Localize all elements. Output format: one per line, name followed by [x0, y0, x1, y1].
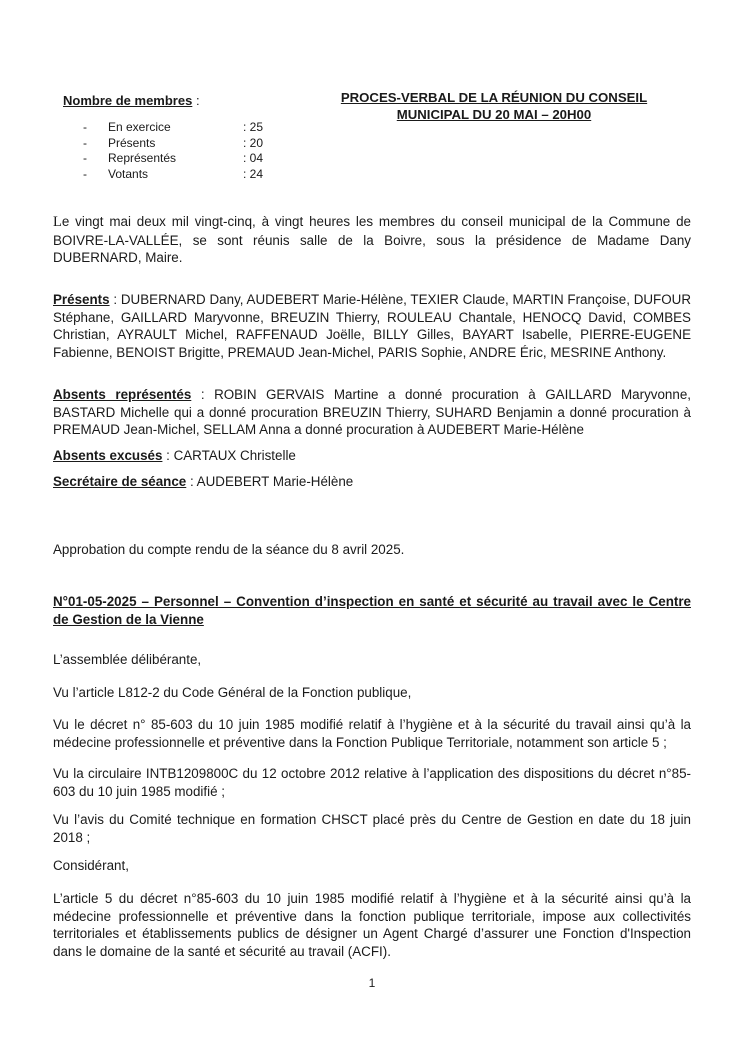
members-label: Présents — [108, 135, 156, 150]
presents-label: Présents — [53, 292, 110, 307]
document-title — [318, 89, 670, 123]
absents-representes-text: : ROBIN GERVAIS Martine a donné procuration à GAILLARD Maryvonne, BASTARD Michelle qui a donné procuration BREUZIN Thierry, SUHARD Benjamin a donné procuration à PREMAUD Jean-Michel, SELLAM Anna a donné procuration à AUDEBERT Marie-Hélène — [53, 387, 691, 437]
members-row-en-exercice — [83, 120, 263, 136]
secretaire-label: Secrétaire de séance — [53, 474, 187, 489]
presents-paragraph — [53, 291, 691, 361]
assemblee-paragraph: L’assemblée délibérante, — [53, 652, 202, 667]
members-count-title-text: Nombre de membres — [63, 93, 193, 108]
section-heading: N°01-05-2025 – Personnel – Convention d’inspection en santé et sécurité au travail avec le Centre de Gestion de la Vienne — [53, 594, 691, 627]
page-number: 1 — [368, 976, 376, 990]
absents-representes-label: Absents représentés — [53, 387, 192, 402]
secretaire-paragraph — [53, 473, 691, 491]
considerant-paragraph: Considérant, — [53, 858, 129, 873]
members-value: : 04 — [243, 151, 264, 166]
intro-first-letter: L — [53, 214, 62, 230]
vu-decret-paragraph: Vu le décret n° 85-603 du 10 juin 1985 modifié relatif à l’hygiène et à la sécurité du travail ainsi qu’à la médecine professionnelle et préventive dans la Fonction Publique Territoriale, notamment son article 5 ; — [53, 717, 691, 750]
members-count-title-colon: : — [192, 93, 200, 108]
members-count-title — [63, 93, 200, 108]
presents-text: : DUBERNARD Dany, AUDEBERT Marie-Hélène, TEXIER Claude, MARTIN Françoise, DUFOUR Stéphane, GAILLARD Maryvonne, BREUZIN Thierry, ROULEAU Chantale, HENOCQ David, COMBES Christian, AYRAULT Michel, RAFFENAUD Joëlle, BILLY Gilles, BAYART Isabelle, PIERRE-EUGENE Fabienne, BENOIST Brigitte, PREMAUD Jean-Michel, PARIS Sophie, ANDRE Éric, MESRINE Anthony. — [53, 292, 691, 360]
article5-paragraph: L’article 5 du décret n°85-603 du 10 juin 1985 modifié relatif à l’hygiène et à la sécurité ainsi qu’à la médecine professionnelle et préventive dans la fonction publique territoriale, impose aux collectivités territoriales et établissements publics de désigner un Agent Chargé d’assurer une Fonction d'Inspection dans le domaine de la santé et sécurité au travail (ACFI). — [53, 891, 691, 959]
approbation-paragraph: Approbation du compte rendu de la séance du 8 avril 2025. — [53, 542, 405, 557]
list-dash: - — [83, 120, 87, 134]
members-row-votants — [83, 167, 263, 183]
vu-circulaire-paragraph: Vu la circulaire INTB1209800C du 12 octobre 2012 relative à l’application des dispositions du décret n°85-603 du 10 juin 1985 modifié ; — [53, 766, 691, 799]
members-count-list — [83, 120, 263, 183]
vu-article-paragraph: Vu l’article L812-2 du Code Général de la Fonction publique, — [53, 685, 412, 700]
intro-paragraph — [53, 213, 691, 267]
absents-excuses-text: : CARTAUX Christelle — [162, 448, 296, 463]
document-title-line-2: MUNICIPAL DU 20 MAI – 20H00 — [396, 107, 592, 122]
list-dash: - — [83, 167, 87, 182]
members-row-presents — [83, 136, 263, 152]
list-dash: - — [83, 151, 87, 166]
members-label: En exercice — [108, 120, 171, 134]
vu-avis-paragraph: Vu l’avis du Comité technique en formation CHSCT placé près du Centre de Gestion en date du 18 juin 2018 ; — [53, 812, 691, 845]
members-value: : 20 — [243, 135, 264, 150]
absents-excuses-label: Absents excusés — [53, 448, 163, 463]
members-label: Représentés — [108, 151, 177, 166]
absents-excuses-paragraph — [53, 447, 691, 465]
document-title-line-1: PROCES-VERBAL DE LA RÉUNION DU CONSEIL — [340, 90, 648, 105]
members-value: : 25 — [243, 120, 264, 134]
members-label: Votants — [108, 167, 149, 182]
absents-representes-paragraph — [53, 386, 691, 439]
intro-text: e vingt mai deux mil vingt-cinq, à vingt heures les membres du conseil municipal de la Commune de BOIVRE-LA-VALLÉE, se sont réunis salle de la Boivre, sous la présidence de Madame Dany DUBERNARD, Maire. — [53, 214, 691, 265]
members-row-representes — [83, 151, 263, 167]
list-dash: - — [83, 135, 87, 150]
secretaire-text: : AUDEBERT Marie-Hélène — [186, 474, 354, 489]
members-value: : 24 — [243, 167, 264, 182]
